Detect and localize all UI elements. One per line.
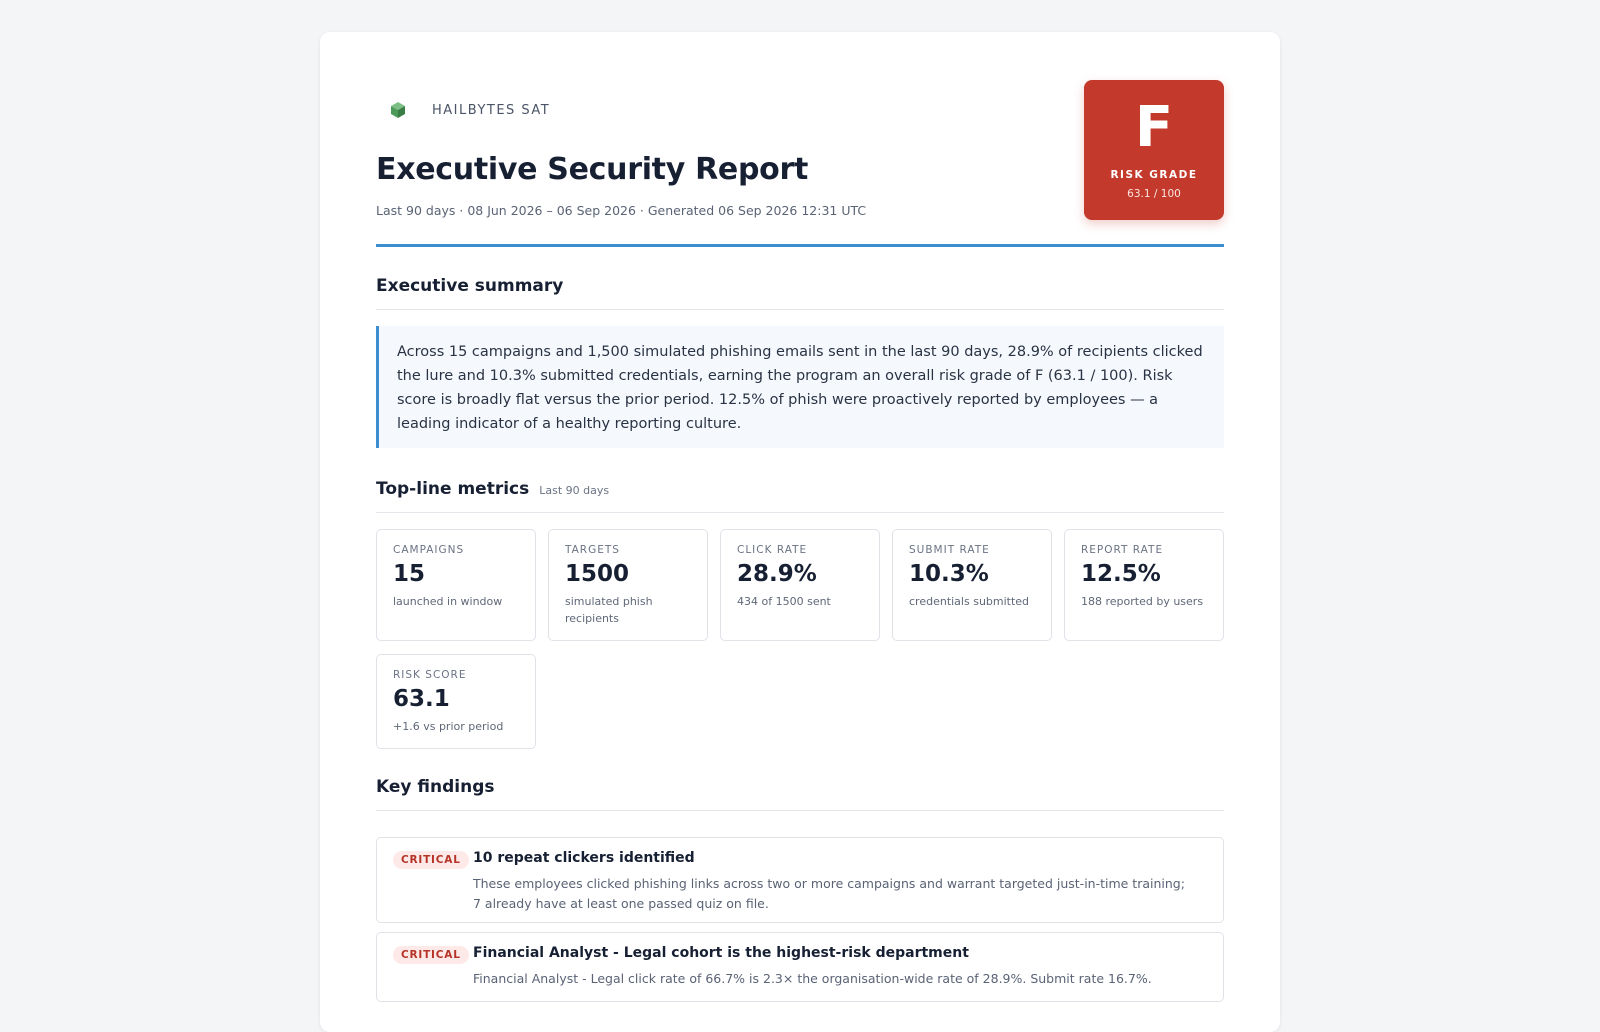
finding-item <box>376 837 1224 923</box>
section-divider <box>376 309 1224 310</box>
report-page <box>320 32 1280 1032</box>
header-divider <box>376 244 1224 247</box>
cube-icon <box>388 100 408 120</box>
metric-caption: 188 reported by users <box>1081 595 1204 608</box>
metric-card-campaigns <box>376 529 536 641</box>
metric-card-targets <box>548 529 708 641</box>
report-period: Last 90 days · 08 Jun 2026 – 06 Sep 2026 · Generated 06 Sep 2026 12:31 UTC <box>376 203 867 218</box>
metric-caption: simulated phish recipients <box>565 595 653 625</box>
risk-grade-label: RISK GRADE <box>1110 169 1198 181</box>
metric-value: 28.9% <box>737 561 817 587</box>
metric-value: 12.5% <box>1081 561 1161 587</box>
metric-label: REPORT RATE <box>1081 544 1164 556</box>
finding-description: Financial Analyst - Legal click rate of 66.7% is 2.3× the organisation-wide rate of 28.9%. Submit rate 16.7%. <box>473 971 1152 986</box>
severity-badge: CRITICAL <box>393 851 469 869</box>
section-divider <box>376 512 1224 513</box>
metric-card-risk-score <box>376 654 536 749</box>
metric-card-click-rate <box>720 529 880 641</box>
metric-value: 63.1 <box>393 686 450 712</box>
metric-label: CAMPAIGNS <box>393 544 465 556</box>
brand-name: HAILBYTES SAT <box>432 102 551 118</box>
risk-grade-score: 63.1 / 100 <box>1127 188 1181 200</box>
metric-label: TARGETS <box>565 544 620 556</box>
finding-title: 10 repeat clickers identified <box>473 850 695 866</box>
metrics-heading-text: Top-line metrics <box>376 479 530 499</box>
metric-card-submit-rate <box>892 529 1052 641</box>
risk-grade-letter: F <box>1134 95 1174 160</box>
metrics-period-note: Last 90 days <box>539 484 610 497</box>
finding-title: Financial Analyst - Legal cohort is the highest-risk department <box>473 945 969 961</box>
brand <box>376 98 550 122</box>
metric-caption: credentials submitted <box>909 595 1030 608</box>
metric-caption: launched in window <box>393 595 503 608</box>
finding-item <box>376 932 1224 1002</box>
metric-caption: 434 of 1500 sent <box>737 595 831 608</box>
summary-heading: Executive summary <box>376 276 564 296</box>
metric-value: 10.3% <box>909 561 989 587</box>
metric-value: 15 <box>393 561 426 587</box>
metric-label: RISK SCORE <box>393 669 467 681</box>
finding-description: These employees clicked phishing links across two or more campaigns and warrant targeted just-in-time training; 7 already have at least one passed quiz on file. <box>473 876 1185 911</box>
metric-caption: +1.6 vs prior period <box>393 720 504 733</box>
section-divider <box>376 810 1224 811</box>
page-title: Executive Security Report <box>376 152 808 187</box>
metric-value: 1500 <box>565 561 630 587</box>
risk-grade-badge <box>1084 80 1224 220</box>
severity-badge: CRITICAL <box>393 946 469 964</box>
metrics-heading <box>376 479 609 499</box>
metric-label: CLICK RATE <box>737 544 808 556</box>
metric-card-report-rate <box>1064 529 1224 641</box>
findings-heading: Key findings <box>376 777 495 797</box>
summary-text: Across 15 campaigns and 1,500 simulated phishing emails sent in the last 90 days, 28.9% of recipients clicked the lure and 10.3% submitted credentials, earning the program an overall risk grade of F (63.1 / 100). Risk score is broadly flat versus the prior period. 12.5% of phish were proactively reported by employees — a leading indicator of a healthy reporting culture. <box>376 326 1224 448</box>
metric-label: SUBMIT RATE <box>909 544 990 556</box>
